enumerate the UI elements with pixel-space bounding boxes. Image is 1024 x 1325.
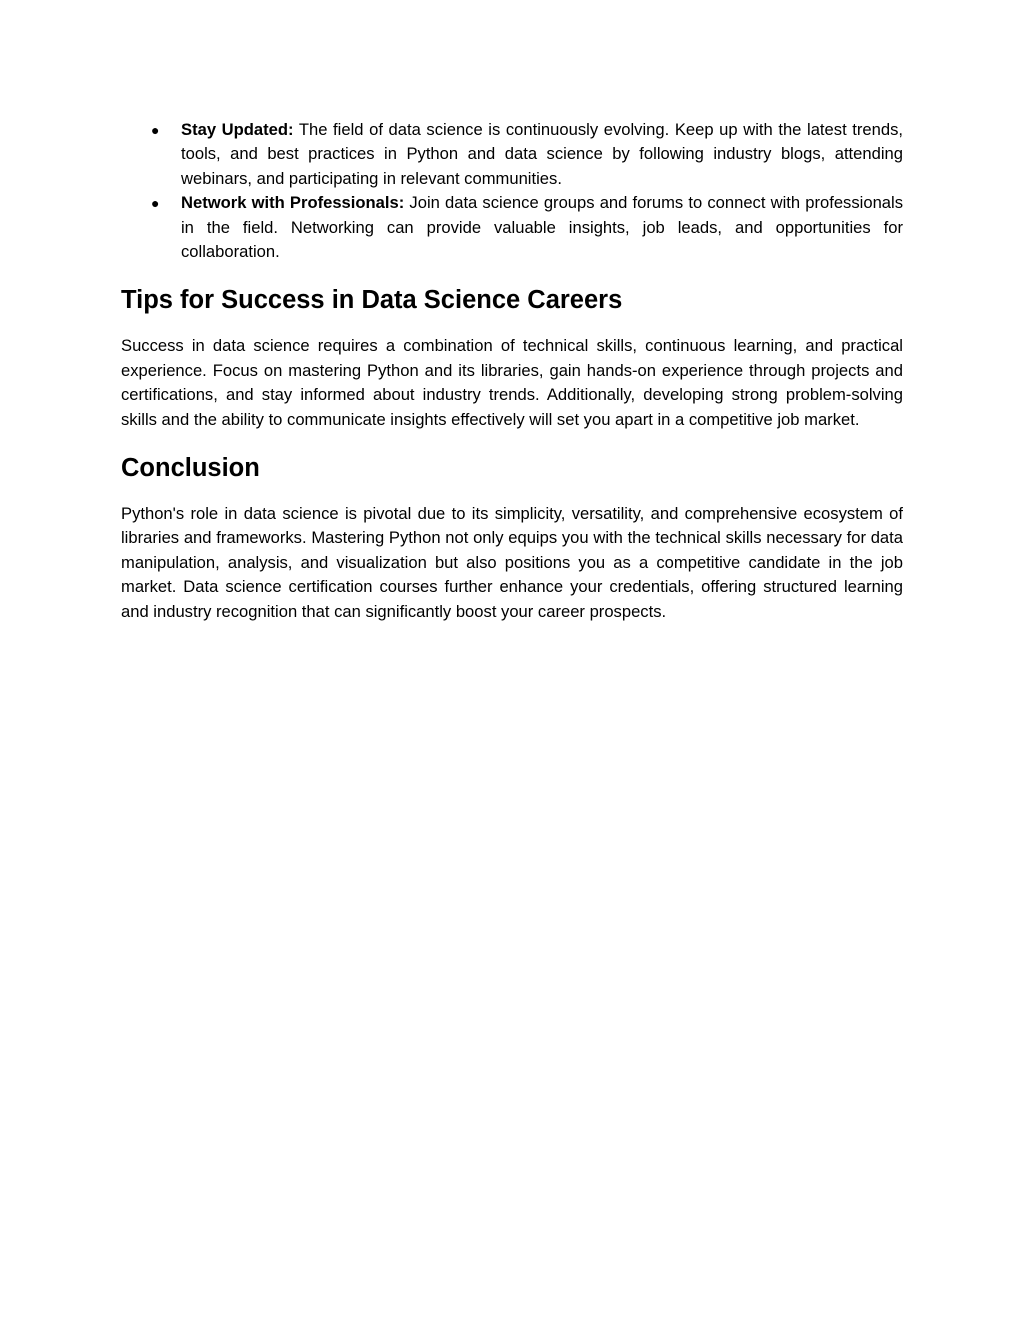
bullet-text: The field of data science is continuously evolving. Keep up with the latest trends, tools, and best practices in Python and data science by following industry blogs, attending webinars, and participating in relevant communities. — [181, 120, 904, 188]
bullet-lead: Network with Professionals: — [181, 193, 405, 213]
bullet-list — [121, 118, 903, 264]
section-body-conclusion: Python's role in data science is pivotal due to its simplicity, versatility, and comprehensive ecosystem of libraries and frameworks. Mastering Python not only equips you with the technical skills necessary for data manipulation, analysis, and visualization but also positions you as a competitive candidate in the job market. Data science certification courses further enhance your credentials, offering structured learning and industry recognition that can significantly boost your career prospects. — [121, 504, 903, 621]
section-body-tips: Success in data science requires a combination of technical skills, continuous learning, and practical experience. Focus on mastering Python and its libraries, gain hands-on experience through projects and certifications, and stay informed about industry trends. Additionally, developing strong problem-solving skills and the ability to communicate insights effectively will set you apart in a competitive job market. — [121, 336, 903, 429]
document-page — [121, 118, 903, 624]
bullet-dot-icon: ● — [151, 122, 160, 138]
bullet-text: Join data science groups and forums to connect with professionals in the field. Networking can provide valuable insights, job leads, and opportunities for collaboration. — [181, 193, 904, 262]
section-heading-tips: Tips for Success in Data Science Careers — [121, 286, 623, 315]
list-item — [121, 118, 903, 191]
bullet-lead: Stay Updated: — [181, 120, 294, 139]
bullet-dot-icon: ● — [151, 195, 160, 212]
section-heading-conclusion: Conclusion — [121, 454, 260, 483]
list-item — [121, 191, 903, 264]
